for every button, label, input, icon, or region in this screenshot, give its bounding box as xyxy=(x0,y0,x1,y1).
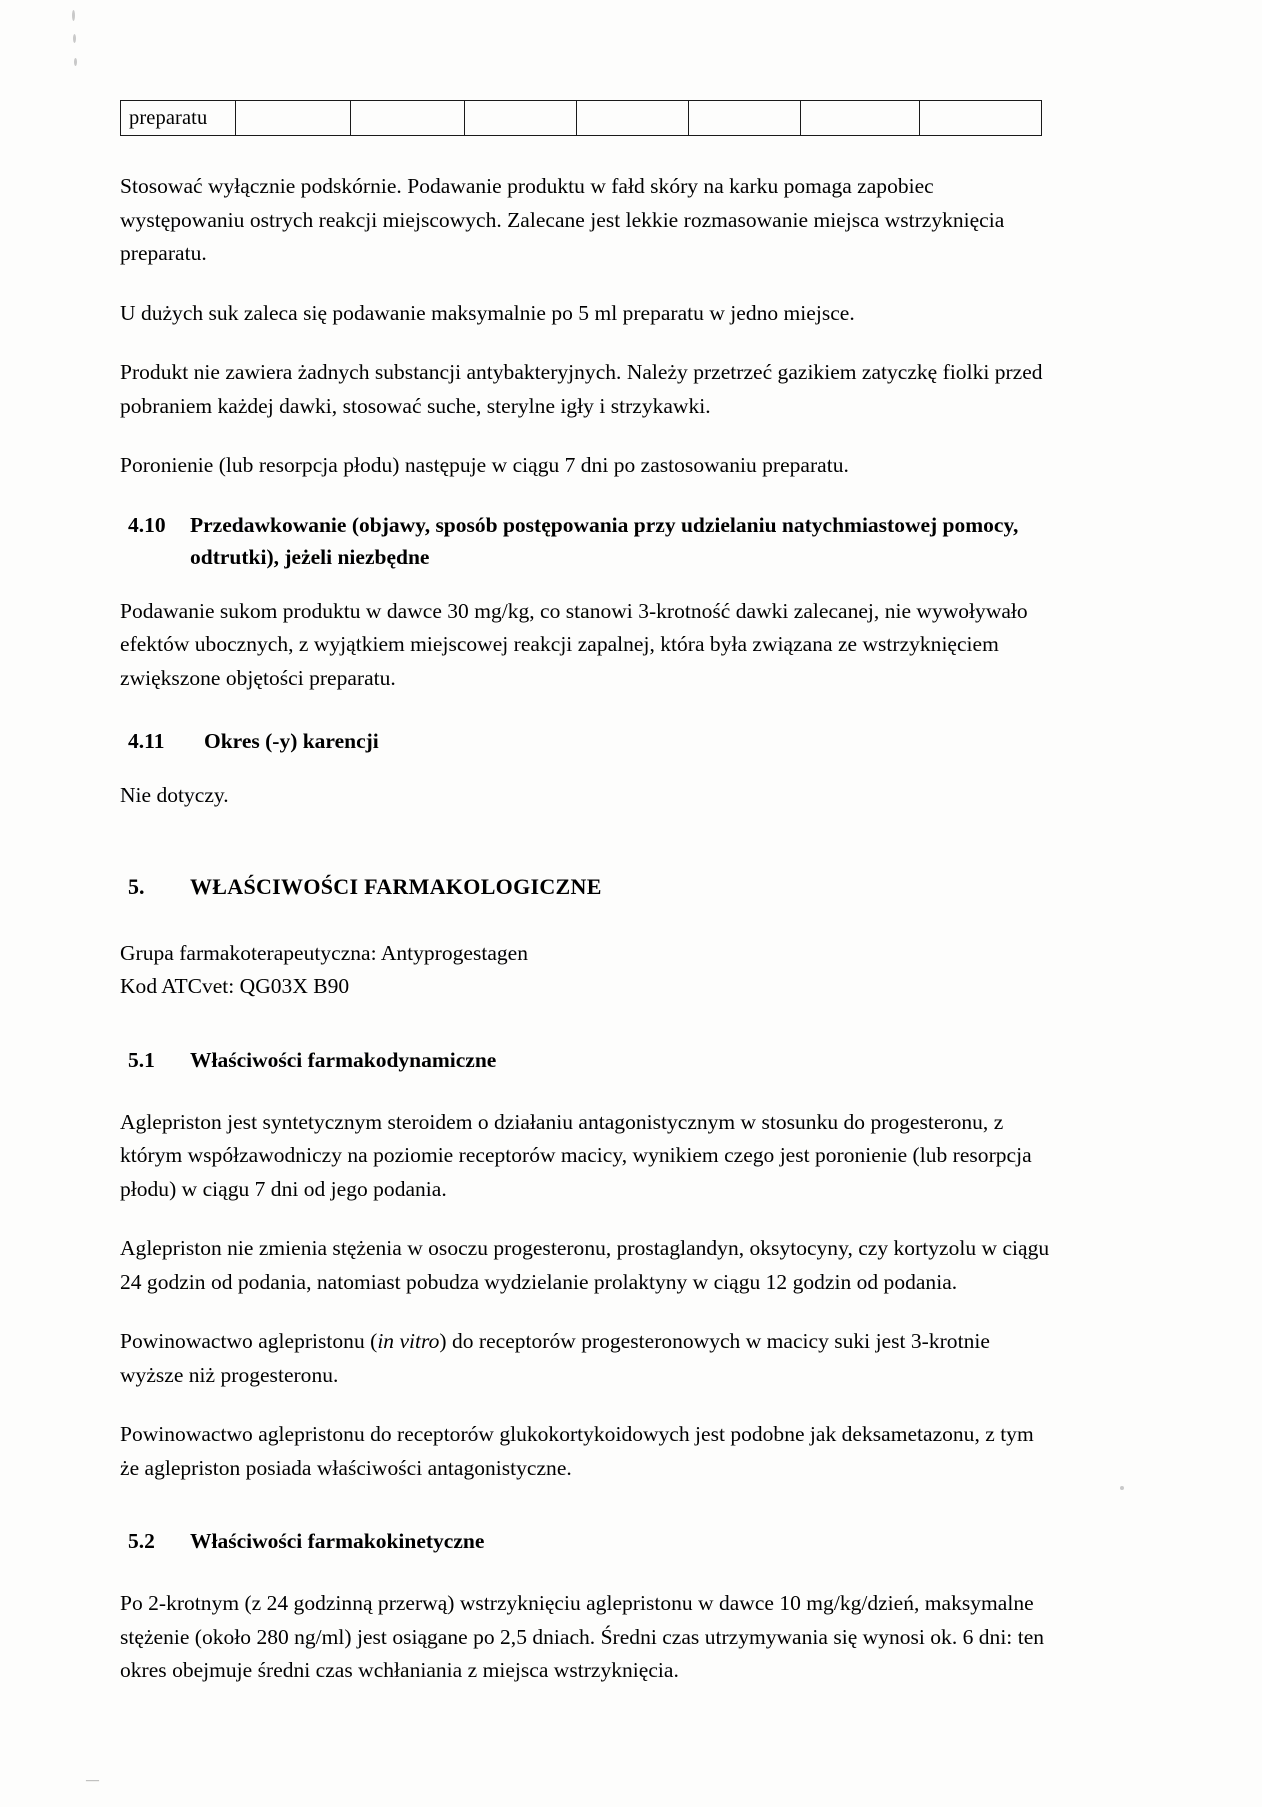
heading-4-11-number: 4.11 xyxy=(128,729,165,753)
affinity-text-a: Powinowactwo aglepristonu ( xyxy=(120,1329,378,1353)
heading-5-2-text: Właściwości farmakokinetyczne xyxy=(190,1529,485,1553)
paragraph-pharmacotherapeutic-group xyxy=(120,937,1050,1004)
scan-artifact: — xyxy=(86,1772,99,1787)
heading-5-1-number: 5.1 xyxy=(128,1047,155,1072)
paragraph-abortion-timing: Poronienie (lub resorpcja płodu) następuje w ciągu 7 dni po zastosowaniu preparatu. xyxy=(120,453,849,477)
scan-artifact xyxy=(72,10,75,21)
scan-artifact xyxy=(74,58,77,66)
paragraph-pharmacodynamics-4: Powinowactwo aglepristonu do receptorów glukokortykoidowych jest podobne jak deksametazonu, z tym że aglepriston posiada właściwości antagonistyczne. xyxy=(120,1422,1034,1480)
heading-5-text: WŁAŚCIWOŚCI FARMAKOLOGICZNE xyxy=(190,873,602,899)
pharmacotherapeutic-group-line: Grupa farmakoterapeutyczna: Antyprogestagen xyxy=(120,940,528,965)
heading-5 xyxy=(128,871,1050,903)
affinity-text-b: ) do receptorów progesteronowych w macicy suki jest 3-krotnie wyższe niż progesteronu. xyxy=(120,1329,990,1387)
heading-5-1 xyxy=(128,1044,1050,1076)
table-cell xyxy=(920,101,1041,135)
paragraph-pharmacodynamics-1: Aglepriston jest syntetycznym steroidem o działaniu antagonistycznym w stosunku do progesteronu, z którym współzawodniczy na poziomie receptorów macicy, wynikiem czego jest poronienie (lub resorpcja płodu) w ciągu 7 dni od jego podania. xyxy=(120,1109,1032,1201)
paragraph-overdose: Podawanie sukom produktu w dawce 30 mg/kg, co stanowi 3-krotność dawki zalecanej, nie wywoływało efektów ubocznych, z wyjątkiem miejscowej reakcji zapalnej, która była związana ze wstrzyknięciem zwiększone objętości preparatu. xyxy=(120,598,1028,690)
paragraph-withdrawal: Nie dotyczy. xyxy=(120,783,229,807)
paragraph-no-antibacterial: Produkt nie zawiera żadnych substancji antybakteryjnych. Należy przetrzeć gazikiem zatyczkę fiolki przed pobraniem każdej dawki, stosować suche, sterylne igły i strzykawki. xyxy=(120,360,1043,418)
heading-4-11 xyxy=(128,725,1050,757)
heading-4-10 xyxy=(128,509,1050,573)
document-content xyxy=(120,100,1050,1714)
paragraph-large-bitches-dose: U dużych suk zaleca się podawanie maksymalnie po 5 ml preparatu w jedno miejsce. xyxy=(120,300,855,325)
heading-4-10-text: Przedawkowanie (objawy, sposób postępowania przy udzielaniu natychmiastowej pomocy, odtrutki), jeżeli niezbędne xyxy=(190,512,1019,569)
paragraph-pharmacodynamics-2: Aglepriston nie zmienia stężenia w osoczu progesteronu, prostaglandyn, oksytocyny, czy kortyzolu w ciągu 24 godzin od podania, natomiast pobudza wydzielanie prolaktyny w ciągu 12 godzin od podania. xyxy=(120,1236,1050,1294)
heading-5-number: 5. xyxy=(128,873,145,899)
table-cell xyxy=(801,101,921,135)
table-cell xyxy=(465,101,577,135)
atcvet-code-line: Kod ATCvet: QG03X B90 xyxy=(120,974,350,998)
paragraph-pharmacokinetics: Po 2-krotnym (z 24 godzinną przerwą) wstrzyknięciu aglepristonu w dawce 10 mg/kg/dzień, maksymalne stężenie (około 280 ng/ml) jest osiągane po 2,5 dniach. Średni czas utrzymywania się wynosi ok. 6 dni: ten okres obejmuje średni czas wchłaniania z miejsca wstrzyknięcia. xyxy=(120,1591,1045,1682)
heading-4-11-text: Okres (-y) karencji xyxy=(204,729,379,753)
table-cell xyxy=(689,101,801,135)
table-cell xyxy=(236,101,351,135)
table-cell xyxy=(351,101,466,135)
table-cell: preparatu xyxy=(121,101,236,135)
heading-4-10-number: 4.10 xyxy=(128,512,166,537)
heading-5-2-number: 5.2 xyxy=(128,1529,155,1553)
affinity-in-vitro: in vitro xyxy=(377,1329,440,1353)
table-row xyxy=(120,100,1042,136)
heading-5-2 xyxy=(128,1525,1050,1557)
paragraph-pharmacodynamics-3 xyxy=(120,1325,1050,1392)
scan-artifact xyxy=(73,34,76,43)
paragraph-administration: Stosować wyłącznie podskórnie. Podawanie produktu w fałd skóry na karku pomaga zapobiec występowaniu ostrych reakcji miejscowych. Zalecane jest lekkie rozmasowanie miejsca wstrzyknięcia preparatu. xyxy=(120,174,1005,265)
table-cell xyxy=(577,101,689,135)
heading-5-1-text: Właściwości farmakodynamiczne xyxy=(190,1047,497,1072)
scan-artifact xyxy=(1120,1486,1124,1490)
